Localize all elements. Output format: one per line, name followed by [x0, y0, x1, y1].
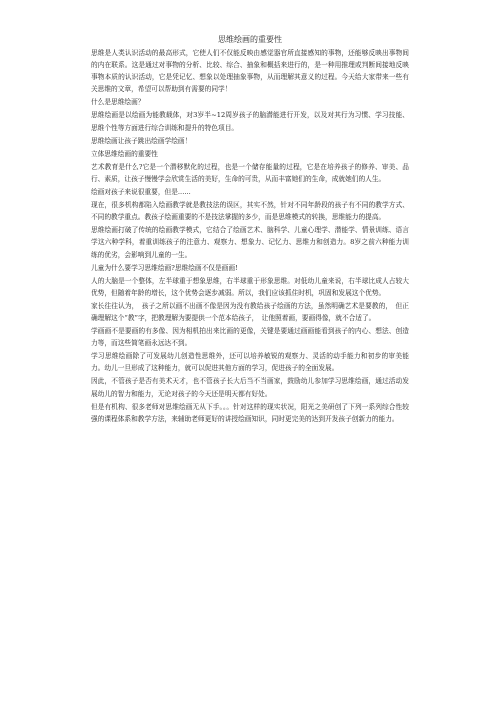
document-body: [91, 47, 409, 426]
paragraph-intro: 思维是人类认识活动的最高形式，它使人们不仅能反映由感觉器官所直接感知的事物，还能够反映出事物间的内在联系。这是通过对事物的分析、比较、综合、抽象和概括来进行的，是一种用推理或判断间接地反映事物本质的认识活动，它是凭记忆、想象以处理抽象事物，从而理解其意义的过程。今天给大家带来一些有关思维的文章，希望可以帮助到有需要的同学！: [91, 49, 409, 94]
paragraph-not-likeness: 学画画不是要画的有多像、因为相机拍出来比画的更像，关键是要通过画画能看到孩子的内心、想法、创造力等，而这些简笔画永远达不到。: [91, 327, 409, 348]
paragraph-subheading-importance: 立体思维绘画的重要性: [91, 149, 158, 158]
paragraph-slogan: 思维绘画让孩子跳出绘画学绘画！: [91, 136, 192, 145]
paragraph-encourage: 因此，不管孩子是否有美术天才，也不管孩子长大后当不当画家，鼓励幼儿参加学习思维绘画，通过活动发展幼儿的智力和能力，无论对孩子的今天还是明天都有好处。: [91, 377, 409, 398]
paragraph-art-education: 艺术教育是什么?它是一个潜移默化的过程，也是一个储存能量的过程，它是在培养孩子的修养、审美、品行、素质，让孩子慢慢学会欣赏生活的美好，生命的可贵，从而丰富她们的生命，成就她们的人生。: [91, 162, 409, 183]
paragraph-definition: 思维绘画是以绘画为能教载体，对3岁半~12周岁孩子的脑潜能进行开发，以及对其行为习惯、学习技能、思维个性等方面进行综合训练和提升的特色项目。: [91, 111, 409, 132]
paragraph-misconception: 现在，很多机构都陷入绘画教学就是教技法的误区，其实不然，针对不同年龄段的孩子有不同的教学方式、不同的教学重点。教孩子绘画重要的不是技法掌握的多少，而是思维模式的转换，思维能力的提高。: [91, 201, 409, 222]
paragraph-parents: 家长往往认为， 孩子之所以画不出画不像是因为没有教给孩子绘画的方法，虽然明确艺术是要教的， 但正确理解这个“教”字，把教理解为要提供一个范本给孩子， 让他照着画，要画得像，就不合适了。: [91, 301, 409, 322]
paragraph-curriculum: 但是有机构、很多老师对思维绘画无从下手。。。针对这样的现实状况，阳光之美研创了下列一系列综合性较强的课程体系和教学方法，来辅助老师更好的讲授绘画知识，同时更完美的达到开发孩子创新力的能力。: [91, 402, 409, 423]
paragraph-painting-important: 绘画对孩子来说很重要，但是......: [91, 188, 191, 197]
paragraph-six-abilities: 思维绘画打破了传统的绘画教学模式，它结合了绘画艺术、脑科学、儿童心理学、潜能学、情景训练、语言学这六种学科，着重训练孩子的注意力、观察力、想象力、记忆力、思维力和创造力。8岁之前六种能力训练的优劣，会影响到儿童的一生。: [91, 226, 409, 259]
paragraph-question-why: 儿童为什么要学习思维绘画?思维绘画不仅是画画!: [91, 263, 238, 272]
paragraph-question-what: 什么是思维绘画？: [91, 98, 145, 107]
paragraph-brain: 人的大脑是一个整体，左半球重于想象思维，右半球重于形象思维。对低幼儿童来说，右半球比成人占较大优势，但随着年龄的增长，这个优势会逐步减弱。所以，我们应该抓住时机，巩固和发展这个优势。: [91, 276, 409, 297]
paragraph-benefits: 学习思维绘画除了可发展幼儿创造性思维外，还可以培养敏锐的观察力、灵活的动手能力和初步的审美能力。幼儿一旦形成了这种能力，就可以促进其他方面的学习，促进孩子的全面发展。: [91, 352, 409, 373]
document-title: 思维绘画的重要性: [218, 35, 282, 44]
